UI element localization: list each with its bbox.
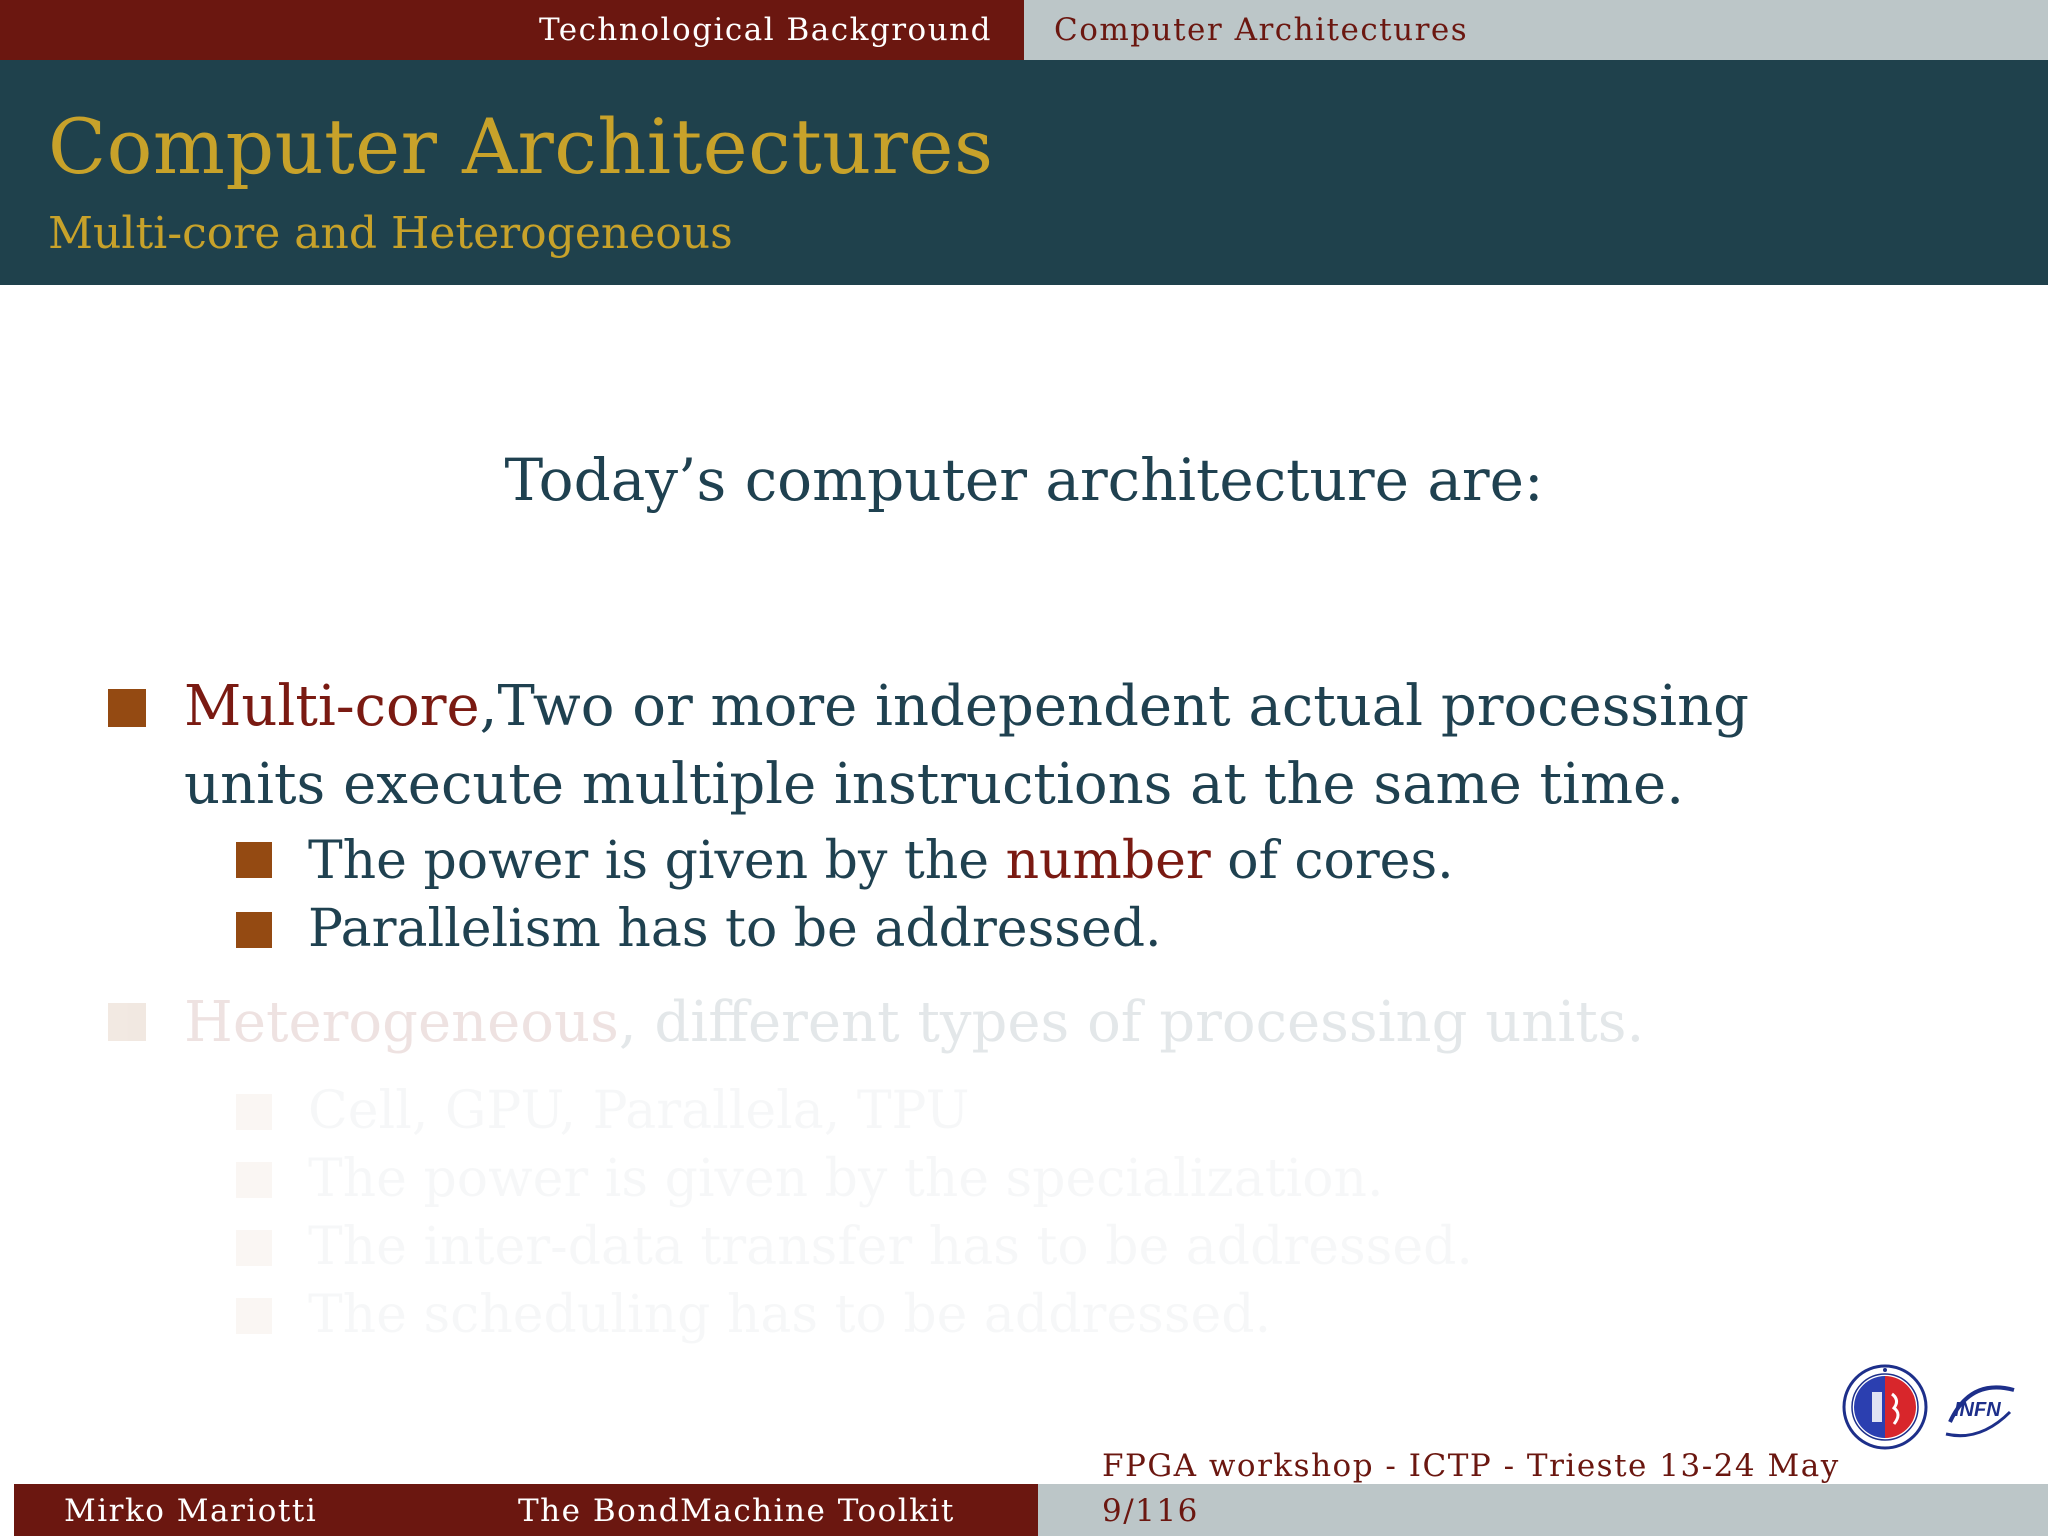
- item-text: ,Two or more independent actual processing units execute multiple instructions at the same time.: [184, 674, 1749, 817]
- faded-sub-item: [308, 1212, 1473, 1282]
- slide-title: Computer Architectures: [48, 102, 994, 191]
- faded-bullet-icon: [236, 1162, 272, 1198]
- sub-list-item-power: [308, 826, 1454, 896]
- sub-bullet-square-icon: [236, 912, 272, 948]
- university-seal-logo: [1842, 1364, 1928, 1450]
- highlight-number: number: [1005, 831, 1211, 891]
- item-text: , different types of processing units.: [618, 990, 1645, 1055]
- faded-sub-item: [308, 1280, 1271, 1350]
- footer-author: Mirko Mariotti: [64, 1493, 318, 1529]
- navigation-bar: [0, 0, 2048, 60]
- term-heterogeneous: Heterogeneous: [184, 990, 619, 1055]
- faded-sub-item: [308, 1144, 1384, 1214]
- intro-text: Today’s computer architecture are:: [504, 446, 1544, 514]
- footer-short-title: The BondMachine Toolkit: [518, 1493, 955, 1529]
- bullet-square-icon: [108, 1003, 146, 1041]
- sub-item-text: Parallelism has to be addressed.: [308, 899, 1162, 959]
- list-item-heterogeneous: [184, 984, 1644, 1062]
- sub-list-item-parallelism: [308, 894, 1162, 964]
- nav-section-label: Technological Background: [538, 12, 992, 48]
- list-item-multicore: [184, 668, 1884, 824]
- faded-bullet-icon: [236, 1230, 272, 1266]
- slide-subtitle: Multi-core and Heterogeneous: [48, 208, 733, 259]
- footer-event: FPGA workshop - ICTP - Trieste 13-24 May: [1102, 1448, 1840, 1484]
- sub-item-text: The power is given by the: [308, 831, 1006, 891]
- page-number: 9/116: [1102, 1493, 1199, 1529]
- bullet-square-icon: [108, 689, 146, 727]
- footer-author-title: [14, 1484, 1038, 1536]
- term-multicore: Multi-core: [184, 674, 480, 739]
- sub-item-text-end: of cores.: [1210, 831, 1454, 891]
- frame-title-block: [0, 60, 2048, 285]
- nav-subsection-label: Computer Architectures: [1054, 12, 1469, 48]
- svg-text:INFN: INFN: [1954, 1399, 2001, 1421]
- faded-sub-item: [308, 1076, 969, 1146]
- infn-logo: [1940, 1372, 2020, 1446]
- nav-section-technological-background[interactable]: [0, 0, 1024, 60]
- faded-bullet-icon: [236, 1298, 272, 1334]
- nav-subsection-computer-architectures[interactable]: [1024, 0, 2048, 60]
- sub-bullet-square-icon: [236, 842, 272, 878]
- faded-bullet-icon: [236, 1094, 272, 1130]
